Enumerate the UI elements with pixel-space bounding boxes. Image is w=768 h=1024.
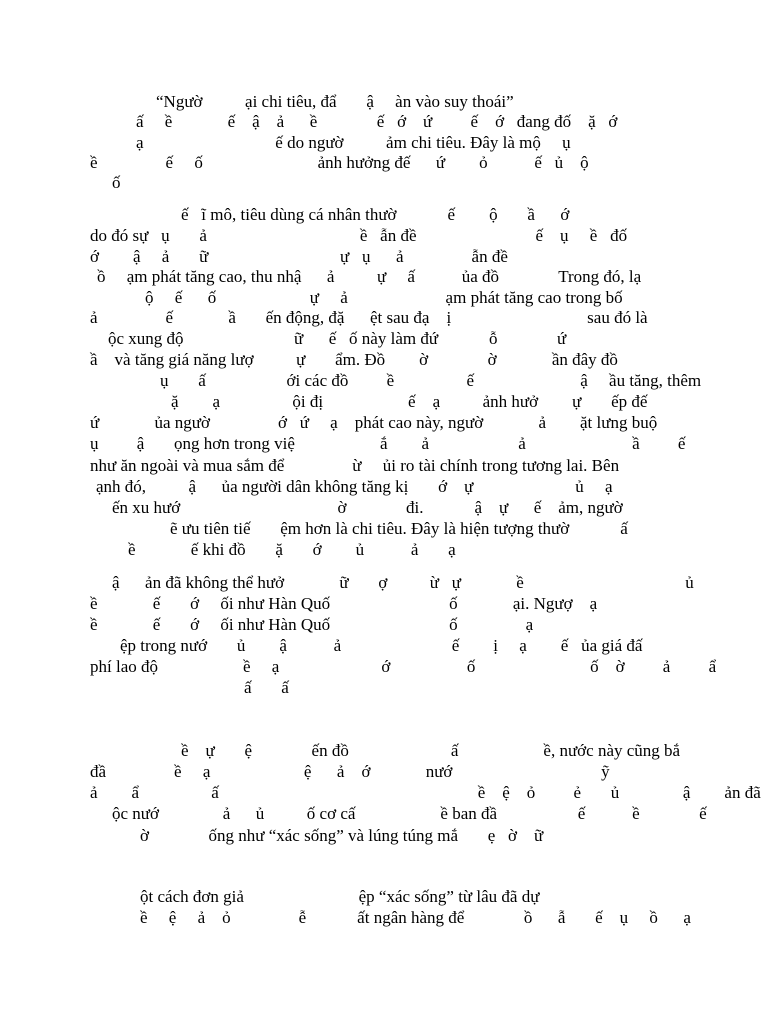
- text-line: ệp trong nướ ủ ậ ả ế ị ạ ế ủa giá đấ: [120, 636, 643, 655]
- text-line: phí lao độ ề ạ ớ ố ố ờ ả ẩ: [90, 657, 717, 676]
- text-line: ầ và tăng giá năng lượ ự ẩm. Đồ ờ ờ ần đây đồ: [90, 350, 618, 369]
- text-line: ộc xung độ ữ ế ố này làm đứ ỗ ứ: [108, 329, 567, 348]
- text-line: ứ ủa ngườ ớ ứ ạ phát cao này, ngườ ả ặt lưng buộ: [90, 413, 658, 432]
- text-line: ả ế ầ ến động, đặ ệt sau đạ ị sau đó là: [90, 308, 648, 327]
- text-line: ụ ậ ọng hơn trong việ ắ ả ả ầ ế: [90, 434, 686, 453]
- text-line: ề ệ ả ỏ ễ ất ngân hàng để ồ ẫ ế ụ ồ ạ: [140, 908, 691, 927]
- text-line: ề ế ớ ối như Hàn Quố ố ạ: [90, 615, 534, 634]
- text-line: do đó sự ụ ả ề ẫn đề ế ụ ề đố: [90, 226, 628, 245]
- text-line: ặ ạ ội đị ế ạ ảnh hưở ự ếp đế: [171, 392, 648, 411]
- text-line: ề ế ố ảnh hưởng đế ứ ỏ ế ủ ộ: [90, 153, 589, 172]
- text-line: ồ ạm phát tăng cao, thu nhậ ả ự ấ ủa đồ Trong đó, lạ: [97, 267, 642, 286]
- text-line: như ăn ngoài và mua sắm để ừ ủi ro tài chính trong tương lai. Bên: [90, 456, 620, 475]
- text-line: ế ĩ mô, tiêu dùng cá nhân thườ ế ộ ầ ớ: [181, 205, 570, 224]
- heading-line: “Ngườ ại chi tiêu, đẩ ậ àn vào suy thoái”: [156, 92, 514, 111]
- text-line: ộc nướ ả ủ ố cơ cấ ề ban đầ ế ề ế: [112, 804, 707, 823]
- text-line: ờ ống như “xác sống” và lúng túng mắ ẹ ờ ữ: [140, 826, 544, 845]
- text-line: ột cách đơn giả ệp “xác sống” từ lâu đã dự: [140, 887, 540, 906]
- text-line: ấ ấ: [244, 678, 289, 697]
- text-line: ố: [112, 173, 121, 192]
- text-line: ề ế ớ ối như Hàn Quố ố ại. Ngượ ạ: [90, 594, 598, 613]
- text-line: ớ ậ ả ữ ự ụ ả ẫn đề: [90, 247, 508, 266]
- text-line: ạ ế do ngườ ảm chi tiêu. Đây là mộ ụ: [136, 133, 571, 152]
- text-line: ạnh đó, ậ ủa người dân không tăng kị ớ ự ủ ạ: [96, 477, 613, 496]
- text-line: ộ ế ố ự ả ạm phát tăng cao trong bố: [145, 288, 623, 307]
- text-line: ậ ản đã không thể hưở ữ ợ ừ ự ề ủ: [112, 573, 694, 592]
- text-line: ề ự ệ ến đồ ấ ề, nước này cũng bắ: [181, 741, 681, 760]
- text-line: ụ ấ ới các đồ ề ế ậ ầu tăng, thêm: [160, 371, 702, 390]
- text-line: ả ẩ ấ ề ệ ỏ ẻ ủ ậ ản đã: [90, 783, 761, 802]
- text-line: ến xu hướ ờ đi. ậ ự ế ảm, ngườ: [112, 498, 623, 517]
- text-line: ấ ề ế ậ ả ề ế ớ ứ ế ớ đang đố ặ ớ: [136, 112, 618, 131]
- text-line: ề ế khi đồ ặ ớ ủ ả ạ: [128, 540, 456, 559]
- text-line: đầ ề ạ ệ ả ớ nướ ỹ: [90, 762, 610, 781]
- text-line: ẽ ưu tiên tiế ệm hơn là chi tiêu. Đây là hiện tượng thườ ấ: [170, 519, 628, 538]
